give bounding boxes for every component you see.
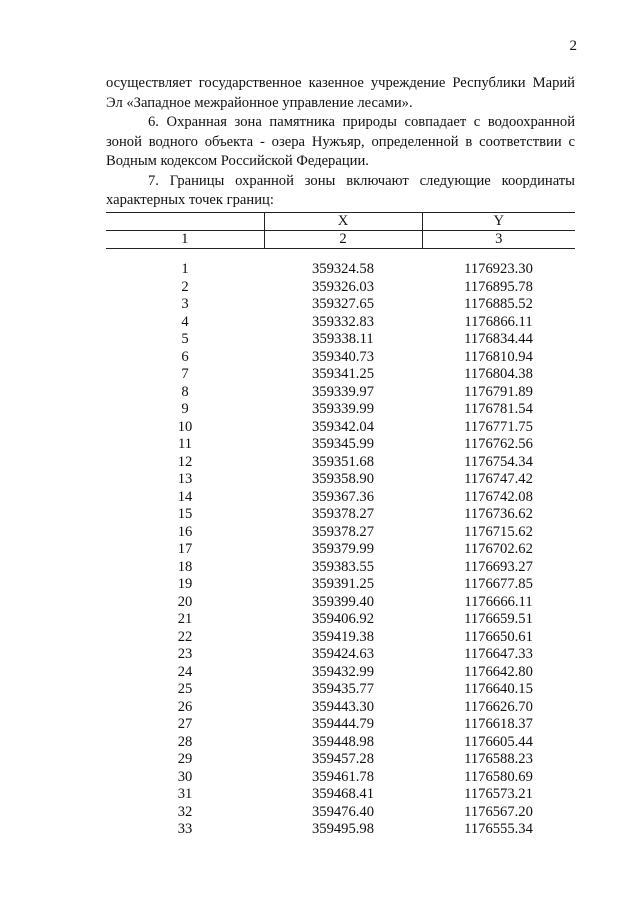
cell-x: 359476.40	[311, 803, 375, 820]
cell-y: 1176618.37	[464, 716, 533, 732]
cell-y: 1176895.78	[464, 278, 533, 295]
cell-x: 359367.36	[311, 488, 375, 505]
table-header-row	[106, 213, 575, 231]
cell-point-number: 25	[177, 681, 193, 697]
table-row	[106, 506, 575, 524]
header-x: X	[264, 213, 422, 231]
table-row	[106, 646, 575, 664]
cell-point-number: 15	[177, 506, 193, 522]
cell-y: 1176555.34	[464, 821, 533, 837]
cell-x: 359339.97	[311, 383, 375, 400]
cell-y: 1176810.94	[464, 348, 533, 365]
table-row	[106, 419, 575, 437]
cell-point-number: 28	[177, 733, 193, 750]
cell-y: 1176791.89	[464, 383, 533, 400]
column-number-3: 3	[422, 231, 575, 249]
table-row	[106, 384, 575, 402]
cell-y: 1176762.56	[464, 436, 533, 452]
cell-point-number: 22	[177, 628, 193, 645]
cell-y: 1176736.62	[464, 506, 533, 522]
table-row	[106, 664, 575, 682]
cell-point-number: 29	[177, 751, 193, 767]
table-row	[106, 821, 575, 839]
table-row	[106, 699, 575, 717]
cell-y: 1176834.44	[464, 331, 533, 347]
cell-y: 1176626.70	[464, 698, 533, 715]
cell-point-number: 30	[177, 768, 193, 785]
cell-x: 359326.03	[311, 278, 375, 295]
cell-point-number: 17	[177, 541, 193, 557]
cell-y: 1176580.69	[464, 768, 533, 785]
table-row	[106, 751, 575, 769]
cell-x: 359448.98	[311, 733, 375, 750]
cell-x: 359424.63	[311, 646, 375, 662]
table-row	[106, 454, 575, 472]
cell-x: 359324.58	[311, 261, 375, 277]
cell-x: 359457.28	[311, 751, 375, 767]
table-row	[106, 786, 575, 804]
cell-y: 1176804.38	[464, 366, 533, 382]
cell-x: 359378.27	[311, 523, 375, 540]
cell-x: 359391.25	[311, 576, 375, 592]
table-row	[106, 716, 575, 734]
table-row	[106, 681, 575, 699]
cell-point-number: 8	[181, 383, 189, 400]
cell-point-number: 31	[177, 786, 193, 802]
cell-point-number: 3	[181, 296, 189, 312]
cell-y: 1176647.33	[464, 646, 533, 662]
cell-x: 359338.11	[312, 331, 374, 347]
cell-y: 1176747.42	[464, 471, 533, 487]
cell-y: 1176659.51	[464, 611, 533, 627]
table-row	[106, 804, 575, 822]
table-row	[106, 249, 575, 279]
cell-point-number: 26	[177, 698, 193, 715]
table-row	[106, 576, 575, 594]
cell-point-number: 27	[177, 716, 193, 732]
table-row	[106, 734, 575, 752]
cell-y: 1176573.21	[464, 786, 533, 802]
cell-x: 359399.40	[311, 593, 375, 610]
cell-point-number: 33	[177, 821, 193, 837]
table-row	[106, 331, 575, 349]
cell-x: 359443.30	[311, 698, 375, 715]
header-point-number	[106, 213, 264, 231]
cell-point-number: 14	[177, 488, 193, 505]
cell-point-number: 4	[181, 313, 189, 330]
cell-y: 1176866.11	[464, 313, 533, 330]
cell-point-number: 24	[177, 663, 193, 680]
cell-point-number: 10	[177, 418, 193, 435]
table-row	[106, 296, 575, 314]
cell-y: 1176693.27	[464, 558, 533, 575]
page-number: 2	[569, 38, 577, 54]
body-text	[106, 74, 575, 211]
cell-x: 359332.83	[311, 313, 375, 330]
cell-y: 1176781.54	[464, 401, 533, 417]
column-number-1: 1	[106, 231, 264, 249]
table-row	[106, 489, 575, 507]
table-row	[106, 541, 575, 559]
table-row	[106, 594, 575, 612]
table-row	[106, 471, 575, 489]
cell-x: 359435.77	[311, 681, 375, 697]
cell-x: 359340.73	[311, 348, 375, 365]
table-row	[106, 314, 575, 332]
paragraph-7: 7. Границы охранной зоны включают следующие координаты характерных точек границ:	[106, 172, 575, 208]
paragraph-continuation: осуществляет государственное казенное учреждение Республики Марий Эл «Западное межрайонное управление лесами».	[106, 75, 575, 111]
cell-x: 359341.25	[311, 366, 375, 382]
cell-x: 359383.55	[311, 558, 375, 575]
cell-y: 1176650.61	[464, 628, 533, 645]
table-body	[106, 249, 575, 839]
table-row	[106, 559, 575, 577]
cell-point-number: 13	[177, 471, 193, 487]
header-y: Y	[422, 213, 575, 231]
cell-point-number: 32	[177, 803, 193, 820]
cell-point-number: 12	[177, 453, 193, 470]
cell-point-number: 23	[177, 646, 193, 662]
cell-y: 1176715.62	[464, 523, 533, 540]
cell-point-number: 6	[181, 348, 189, 365]
cell-point-number: 9	[181, 401, 189, 417]
cell-x: 359345.99	[311, 436, 375, 452]
cell-x: 359419.38	[311, 628, 375, 645]
cell-x: 359461.78	[311, 768, 375, 785]
cell-point-number: 2	[181, 278, 189, 295]
cell-x: 359406.92	[311, 611, 375, 627]
cell-point-number: 1	[181, 261, 189, 277]
cell-x: 359432.99	[311, 663, 375, 680]
cell-y: 1176605.44	[464, 733, 533, 750]
cell-y: 1176640.15	[464, 681, 533, 697]
table-row	[106, 349, 575, 367]
column-number-2: 2	[264, 231, 422, 249]
cell-y: 1176742.08	[464, 488, 533, 505]
cell-point-number: 21	[177, 611, 193, 627]
cell-x: 359327.65	[311, 296, 375, 312]
cell-point-number: 20	[177, 593, 193, 610]
cell-y: 1176771.75	[464, 418, 533, 435]
table-column-numbers-row	[106, 231, 575, 249]
cell-x: 359342.04	[311, 418, 375, 435]
cell-x: 359378.27	[311, 506, 375, 522]
table-row	[106, 629, 575, 647]
cell-x: 359379.99	[311, 541, 375, 557]
cell-y: 1176885.52	[464, 296, 533, 312]
cell-y: 1176754.34	[464, 453, 533, 470]
table-row	[106, 436, 575, 454]
cell-point-number: 11	[177, 436, 193, 452]
cell-x: 359339.99	[311, 401, 375, 417]
coordinates-table	[106, 212, 575, 839]
cell-x: 359358.90	[311, 471, 375, 487]
table-row	[106, 279, 575, 297]
paragraph-6: 6. Охранная зона памятника природы совпадает с водоохранной зоной водного объекта - озера Нужъяр, определенной в соответствии с Водным кодексом Российской Федерации.	[106, 114, 575, 169]
cell-point-number: 7	[181, 366, 189, 382]
cell-y: 1176702.62	[464, 541, 533, 557]
table-row	[106, 611, 575, 629]
table-row	[106, 366, 575, 384]
cell-y: 1176677.85	[464, 576, 533, 592]
cell-y: 1176588.23	[464, 751, 533, 767]
cell-point-number: 16	[177, 523, 193, 540]
table-row	[106, 769, 575, 787]
cell-point-number: 5	[181, 331, 189, 347]
cell-y: 1176567.20	[464, 803, 533, 820]
cell-point-number: 19	[177, 576, 193, 592]
cell-y: 1176923.30	[464, 261, 533, 277]
cell-y: 1176666.11	[464, 593, 533, 610]
cell-x: 359351.68	[311, 453, 375, 470]
cell-x: 359468.41	[311, 786, 375, 802]
table-row	[106, 401, 575, 419]
cell-x: 359444.79	[311, 716, 375, 732]
cell-point-number: 18	[177, 558, 193, 575]
table-row	[106, 524, 575, 542]
cell-x: 359495.98	[311, 821, 375, 837]
cell-y: 1176642.80	[464, 663, 533, 680]
